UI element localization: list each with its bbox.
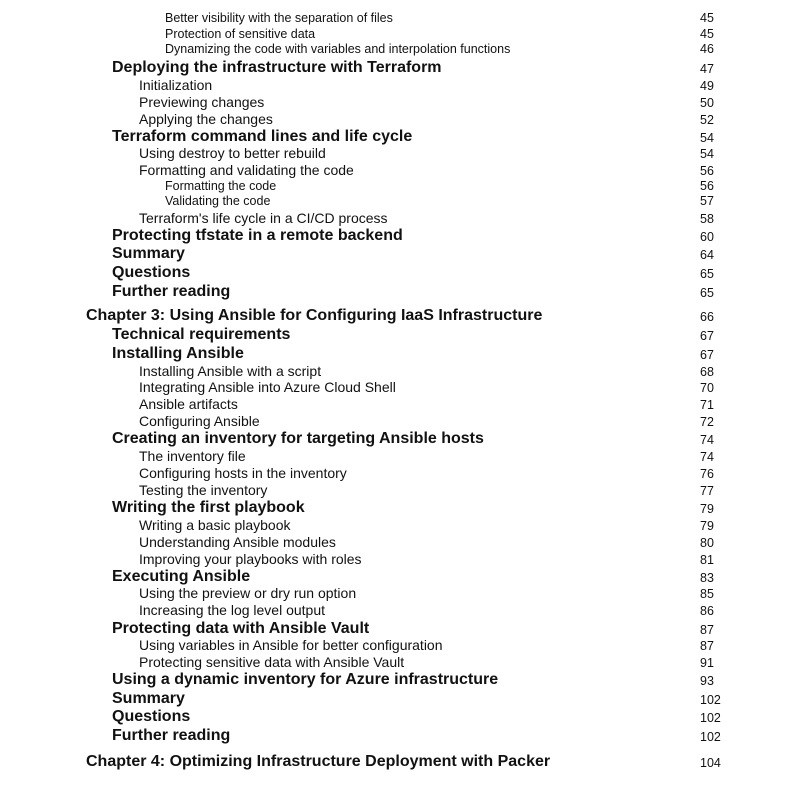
toc-entry-page-number: 83 [700, 571, 714, 585]
toc-entry-title: Configuring Ansible [139, 413, 260, 429]
toc-entry-title: Formatting the code [165, 179, 277, 193]
toc-entry-title: Summary [112, 245, 185, 262]
toc-entry-title: Summary [112, 690, 185, 707]
toc-entry-page-number: 50 [700, 96, 714, 110]
toc-entry-page-number: 47 [700, 62, 714, 76]
toc-entry-page-number: 54 [700, 147, 714, 161]
toc-entry-page-number: 81 [700, 553, 714, 567]
toc-entry-title: Protecting data with Ansible Vault [112, 620, 370, 637]
toc-entry-page-number: 80 [700, 536, 714, 550]
toc-entry-title: Configuring hosts in the inventory [139, 465, 347, 481]
toc-entry-title: Terraform's life cycle in a CI/CD process [139, 210, 388, 226]
toc-entry-title: Further reading [112, 283, 231, 300]
toc-entry-title: Ansible artifacts [139, 396, 238, 412]
toc-entry-title: Chapter 3: Using Ansible for Configuring IaaS Infrastructure [86, 307, 543, 324]
toc-entry-page-number: 72 [700, 415, 714, 429]
toc-entry-title: Creating an inventory for targeting Ansible hosts [112, 430, 484, 447]
toc-entry-page-number: 64 [700, 248, 714, 262]
toc-entry-title: The inventory file [139, 448, 246, 464]
toc-entry-page-number: 79 [700, 502, 714, 516]
toc-entry-title: Increasing the log level output [139, 602, 326, 618]
toc-entry-page-number: 86 [700, 604, 714, 618]
toc-entry-title: Integrating Ansible into Azure Cloud Shell [139, 379, 396, 395]
toc-entry-title: Writing a basic playbook [139, 517, 291, 533]
toc-entry-page-number: 56 [700, 179, 714, 193]
toc-entry-page-number: 66 [700, 310, 714, 324]
toc-entry-title: Using a dynamic inventory for Azure infrastructure [112, 671, 499, 688]
toc-entry-title: Chapter 4: Optimizing Infrastructure Deployment with Packer [86, 753, 551, 770]
toc-entry-title: Technical requirements [112, 326, 291, 343]
toc-entry-page-number: 60 [700, 230, 714, 244]
toc-entry-title: Installing Ansible [112, 345, 244, 362]
toc-entry-page-number: 45 [700, 11, 714, 25]
toc-entry-title: Questions [112, 708, 191, 725]
toc-entry-page-number: 58 [700, 212, 714, 226]
toc-entry-page-number: 93 [700, 674, 714, 688]
toc-entry-title: Protecting tfstate in a remote backend [112, 227, 403, 244]
toc-entry-title: Validating the code [165, 194, 271, 208]
toc-entry-title: Protection of sensitive data [165, 27, 316, 41]
toc-entry-title: Better visibility with the separation of files [165, 11, 393, 25]
toc-entry-page-number: 71 [700, 398, 714, 412]
toc-entry-title: Dynamizing the code with variables and interpolation functions [165, 42, 511, 56]
toc-entry-title: Using the preview or dry run option [139, 585, 357, 601]
toc-entry-page-number: 57 [700, 194, 714, 208]
toc-entry-page-number: 49 [700, 79, 714, 93]
toc-entry-page-number: 87 [700, 623, 714, 637]
toc-entry-page-number: 70 [700, 381, 714, 395]
toc-entry-page-number: 67 [700, 329, 714, 343]
toc-entry-page-number: 102 [700, 693, 721, 707]
toc-entry-title: Terraform command lines and life cycle [112, 128, 413, 145]
toc-entry-page-number: 76 [700, 467, 714, 481]
toc-entry-page-number: 85 [700, 587, 714, 601]
toc-entry-page-number: 46 [700, 42, 714, 56]
toc-entry-page-number: 87 [700, 639, 714, 653]
toc-entry-page-number: 102 [700, 730, 721, 744]
toc-entry-title: Protecting sensitive data with Ansible Vault [139, 654, 405, 670]
toc-entry-title: Using variables in Ansible for better configuration [139, 637, 443, 653]
toc-entry-page-number: 45 [700, 27, 714, 41]
toc-entry-page-number: 68 [700, 365, 714, 379]
toc-entry-title: Formatting and validating the code [139, 162, 354, 178]
toc-entry-title: Using destroy to better rebuild [139, 145, 326, 161]
toc-entry-page-number: 91 [700, 656, 714, 670]
toc-entry-title: Understanding Ansible modules [139, 534, 336, 550]
toc-entry-title: Executing Ansible [112, 568, 251, 585]
toc-entry-title: Improving your playbooks with roles [139, 551, 362, 567]
toc-entry-title: Deploying the infrastructure with Terraform [112, 59, 442, 76]
toc-entry-title: Questions [112, 264, 191, 281]
toc-entry-page-number: 102 [700, 711, 721, 725]
toc-entry-title: Testing the inventory [139, 482, 268, 498]
toc-entry-page-number: 65 [700, 286, 714, 300]
toc-entry-title: Initialization [139, 77, 213, 93]
toc-entry-page-number: 74 [700, 433, 714, 447]
toc-entry-page-number: 74 [700, 450, 714, 464]
toc-entry-page-number: 54 [700, 131, 714, 145]
toc-entry-title: Installing Ansible with a script [139, 363, 322, 379]
toc-entry-page-number: 79 [700, 519, 714, 533]
toc-entry-page-number: 56 [700, 164, 714, 178]
toc-entry-title: Writing the first playbook [112, 499, 305, 516]
toc-entry-page-number: 67 [700, 348, 714, 362]
toc-entry-title: Previewing changes [139, 94, 265, 110]
toc-entry-page-number: 65 [700, 267, 714, 281]
toc-entry-title: Applying the changes [139, 111, 273, 127]
toc-entry-title: Further reading [112, 727, 231, 744]
toc-entry-page-number: 52 [700, 113, 714, 127]
toc-entry-page-number: 104 [700, 756, 721, 770]
toc-entry-page-number: 77 [700, 484, 714, 498]
